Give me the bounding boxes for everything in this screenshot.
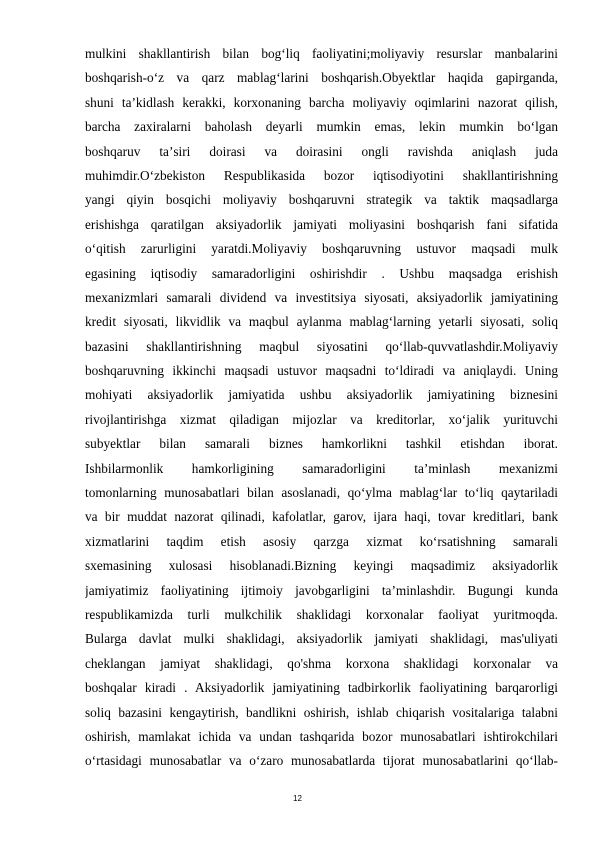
text-line: barcha zaxiralarni baholash deyarli mumkin emas, lekin mumkin bo‘lgan xyxy=(85,119,558,135)
text-line: tomonlarning munosabatlari bilan asoslanadi, qo‘ylma mablag‘lar to‘liq qaytariladi xyxy=(85,485,558,501)
text-line: respublikamizda turli mulkchilik shaklidagi korxonalar faoliyat yuritmoqda. xyxy=(85,606,558,622)
text-line: erishishga qaratilgan aksiyadorlik jamiyati moliyasini boshqarish fani sifatida xyxy=(85,216,558,232)
text-line: boshqaruvning ikkinchi maqsadi ustuvor maqsadni to‘ldiradi va aniqlaydi. Uning xyxy=(85,363,558,379)
text-line: o‘qitish zarurligini yaratdi.Moliyaviy boshqaruvning ustuvor maqsadi mulk xyxy=(85,241,558,257)
text-line: rivojlantirishga xizmat qiladigan mijozlar va kreditorlar, xo‘jalik yurituvchi xyxy=(85,411,558,427)
text-line: shuni taʼkidlash kerakki, korxonaning barcha moliyaviy oqimlarini nazorat qilish, xyxy=(85,94,558,110)
text-line: mohiyati aksiyadorlik jamiyatida ushbu aksiyadorlik jamiyatining biznesini xyxy=(85,387,558,403)
text-line: kredit siyosati, likvidlik va maqbul aylanma mablag‘larning yetarli siyosati, soliq xyxy=(85,314,558,330)
text-line: o‘rtasidagi munosabatlar va o‘zaro munosabatlarda tijorat munosabatlarini qo‘llab- xyxy=(85,753,558,769)
text-line: boshqalar kiradi . Aksiyadorlik jamiyatining tadbirkorlik faoliyatining barqarorligi xyxy=(85,680,558,696)
text-line: Ishbilarmonlik hamkorligining samaradorligini taʼminlash mexanizmi xyxy=(85,460,558,476)
text-line: Bularga davlat mulki shaklidagi, aksiyadorlik jamiyati shaklidagi, mas'uliyati xyxy=(85,631,558,647)
text-line: oshirish, mamlakat ichida va undan tashqarida bozor munosabatlari ishtirokchilari xyxy=(85,728,558,744)
text-line: boshqaruv taʼsiri doirasi va doirasini ongli ravishda aniqlash juda xyxy=(85,143,558,159)
text-line: sxemasining xulosasi hisoblanadi.Bizning keyingi maqsadimiz aksiyadorlik xyxy=(85,558,558,574)
text-line: subyektlar bilan samarali biznes hamkorlikni tashkil etishdan iborat. xyxy=(85,436,558,452)
text-line: boshqarish-o‘z va qarz mablag‘larini boshqarish.Obyektlar haqida gapirganda, xyxy=(85,70,558,86)
page-number: 12 xyxy=(293,794,302,803)
text-line: egasining iqtisodiy samaradorligini oshirishdir . Ushbu maqsadga erishish xyxy=(85,265,558,281)
text-line: bazasini shakllantirishning maqbul siyosatini qo‘llab-quvvatlashdir.Moliyaviy xyxy=(85,338,558,354)
text-line: cheklangan jamiyat shaklidagi, qo'shma korxona shaklidagi korxonalar va xyxy=(85,655,558,671)
text-line: soliq bazasini kengaytirish, bandlikni oshirish, ishlab chiqarish vositalariga talabni xyxy=(85,704,558,720)
body-text xyxy=(85,42,558,774)
text-line: mulkini shakllantirish bilan bog‘liq faoliyatini;moliyaviy resurslar manbalarini xyxy=(85,46,558,61)
text-line: xizmatlarini taqdim etish asosiy qarzga xizmat ko‘rsatishning samarali xyxy=(85,533,558,549)
text-line: jamiyatimiz faoliyatining ijtimoiy javobgarligini taʼminlashdir. Bugungi kunda xyxy=(85,582,558,598)
text-line: va bir muddat nazorat qilinadi, kafolatlar, garov, ijara haqi, tovar kreditlari, bank xyxy=(85,509,558,525)
text-line: mexanizmlari samarali dividend va investitsiya siyosati, aksiyadorlik jamiyatining xyxy=(85,289,558,305)
text-line: muhimdir.O‘zbekiston Respublikasida bozor iqtisodiyotini shakllantirishning xyxy=(85,167,558,183)
text-line: yangi qiyin bosqichi moliyaviy boshqaruvni strategik va taktik maqsadlarga xyxy=(85,192,558,208)
